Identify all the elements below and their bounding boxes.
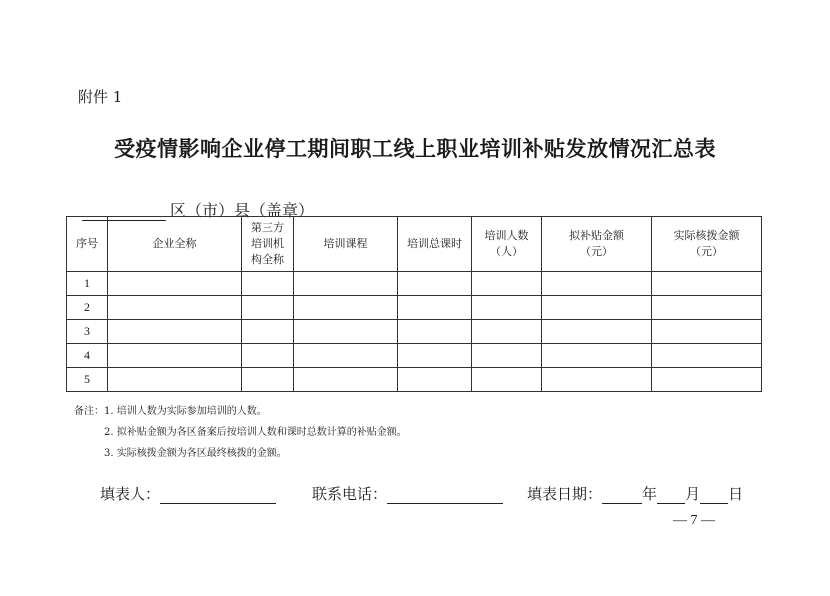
column-header: 培训人数 （人） xyxy=(472,217,542,272)
table-cell[interactable] xyxy=(398,272,472,296)
month-field[interactable] xyxy=(657,487,685,504)
attachment-label: 附件 1 xyxy=(78,88,123,106)
table-cell[interactable] xyxy=(398,368,472,392)
table-cell[interactable] xyxy=(472,344,542,368)
table-row xyxy=(67,368,762,392)
table-body xyxy=(67,272,762,392)
district-label: 区（市）县（盖章） xyxy=(170,201,315,220)
date-label: 填表日期： xyxy=(527,485,603,503)
row-number-cell: 4 xyxy=(67,344,108,368)
table-cell[interactable] xyxy=(542,272,652,296)
page-number: — 7 — xyxy=(673,513,715,528)
phone-label: 联系电话： xyxy=(312,485,388,503)
notes-block xyxy=(74,401,407,464)
column-header: 第三方 培训机 构全称 xyxy=(242,217,294,272)
summary-table xyxy=(66,216,762,392)
note-item: 1. 培训人数为实际参加培训的人数。 xyxy=(104,406,267,417)
filler-field[interactable] xyxy=(160,487,276,504)
table-row xyxy=(67,344,762,368)
row-number-cell: 3 xyxy=(67,320,108,344)
filler-label: 填表人： xyxy=(100,485,161,503)
row-number-cell: 1 xyxy=(67,272,108,296)
table-cell[interactable] xyxy=(294,320,398,344)
table-cell[interactable] xyxy=(652,344,762,368)
column-header: 企业全称 xyxy=(108,217,242,272)
table-cell[interactable] xyxy=(542,296,652,320)
table-cell[interactable] xyxy=(108,272,242,296)
table-cell[interactable] xyxy=(242,296,294,320)
table-cell[interactable] xyxy=(542,320,652,344)
table-cell[interactable] xyxy=(542,344,652,368)
table-cell[interactable] xyxy=(472,368,542,392)
document-title: 受疫情影响企业停工期间职工线上职业培训补贴发放情况汇总表 xyxy=(114,136,716,161)
table-header-row xyxy=(67,217,762,272)
table-row xyxy=(67,296,762,320)
note-item: 3. 实际核拨金额为各区最终核拨的金额。 xyxy=(104,448,287,459)
table-cell[interactable] xyxy=(398,296,472,320)
table-cell[interactable] xyxy=(398,320,472,344)
table-cell[interactable] xyxy=(652,368,762,392)
footer-signature-row xyxy=(100,483,760,504)
table-cell[interactable] xyxy=(108,296,242,320)
year-label: 年 xyxy=(642,485,658,503)
table-cell[interactable] xyxy=(294,344,398,368)
table-cell[interactable] xyxy=(472,320,542,344)
table-cell[interactable] xyxy=(242,368,294,392)
column-header: 实际核拨金额 （元） xyxy=(652,217,762,272)
row-number-cell: 2 xyxy=(67,296,108,320)
column-header: 序号 xyxy=(67,217,108,272)
table-cell[interactable] xyxy=(108,368,242,392)
table-cell[interactable] xyxy=(242,272,294,296)
day-label: 日 xyxy=(728,485,744,503)
note-item: 2. 拟补贴金额为各区备案后按培训人数和课时总数计算的补贴金额。 xyxy=(104,427,407,438)
table-cell[interactable] xyxy=(472,272,542,296)
table-cell[interactable] xyxy=(652,296,762,320)
day-field[interactable] xyxy=(700,487,728,504)
table-cell[interactable] xyxy=(294,272,398,296)
table-cell[interactable] xyxy=(242,344,294,368)
table-row xyxy=(67,320,762,344)
phone-field[interactable] xyxy=(387,487,503,504)
table-cell[interactable] xyxy=(108,320,242,344)
column-header: 拟补贴金额 （元） xyxy=(542,217,652,272)
table-cell[interactable] xyxy=(242,320,294,344)
table-cell[interactable] xyxy=(398,344,472,368)
table-cell[interactable] xyxy=(108,344,242,368)
table-cell[interactable] xyxy=(652,320,762,344)
column-header: 培训总课时 xyxy=(398,217,472,272)
table-cell[interactable] xyxy=(652,272,762,296)
month-label: 月 xyxy=(685,485,701,503)
table-cell[interactable] xyxy=(294,296,398,320)
table-cell[interactable] xyxy=(294,368,398,392)
table-cell[interactable] xyxy=(542,368,652,392)
row-number-cell: 5 xyxy=(67,368,108,392)
notes-label: 备注： xyxy=(74,406,104,417)
table-row xyxy=(67,272,762,296)
column-header: 培训课程 xyxy=(294,217,398,272)
table-cell[interactable] xyxy=(472,296,542,320)
year-field[interactable] xyxy=(602,487,642,504)
